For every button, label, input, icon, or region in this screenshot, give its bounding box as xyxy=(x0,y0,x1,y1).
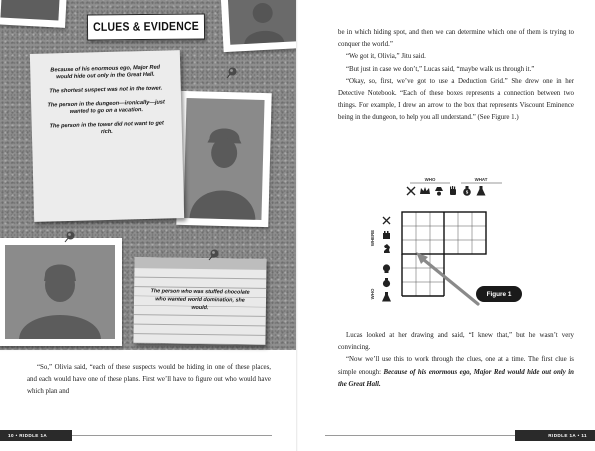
right-body-text-bottom xyxy=(338,330,574,391)
money-bag-icon xyxy=(383,278,390,287)
hand-icon xyxy=(450,186,456,195)
suspect-photo-soldier xyxy=(176,91,271,227)
footer-right xyxy=(515,430,595,441)
suspect-photo-top-left xyxy=(0,0,67,28)
paragraph: “We got it, Olivia,” Jitu said. xyxy=(346,53,426,61)
push-pin-icon xyxy=(62,230,76,244)
footer-left xyxy=(0,430,72,441)
clue-index-card xyxy=(133,257,266,345)
photo-image xyxy=(228,0,298,45)
push-pin-icon xyxy=(206,248,220,262)
paragraph xyxy=(338,354,574,391)
photo-image xyxy=(183,98,264,220)
footer-rule xyxy=(325,435,515,436)
paragraph-text: “Now we’ll use this to work through the clues, one at a time. The first clue is simple enough: xyxy=(338,356,574,376)
paragraph: Lucas looked at her drawing and said, “I knew that,” but he wasn’t very convincing. xyxy=(338,332,574,352)
beaker-icon xyxy=(382,292,391,302)
paragraph: “Okay, so, first, we’ve got to use a Deduction Grid.” She drew one in her Detective Notebook. “Each of these boxes represents a connection between two things. For example, I drew an arrow to the box that represents Viscount Eminence being in the dungeon, to help you all understand.” (See Figure 1.) xyxy=(338,77,574,122)
grid-side-label-where: WHERE xyxy=(370,229,375,247)
tower-icon xyxy=(383,231,390,239)
photo-image xyxy=(0,0,59,21)
card-text: The person who was stuffed chocolate who wanted world domination, she would. xyxy=(150,288,250,311)
grid-side-label-who: WHO xyxy=(370,288,375,300)
crossed-swords-icon xyxy=(383,217,390,224)
clues-evidence-banner xyxy=(87,13,205,40)
svg-text:$: $ xyxy=(465,189,469,195)
suspect-photo-top-right xyxy=(220,0,298,52)
skull-icon xyxy=(383,264,390,273)
clue-note xyxy=(30,50,184,222)
footer-page-label: 10 • RIDDLE 1A xyxy=(8,433,48,438)
clue-text: The shortest suspect was not in the tower. xyxy=(49,85,163,95)
push-pin-icon xyxy=(224,66,238,80)
grid-top-label-what: WHAT xyxy=(474,177,488,182)
paragraph: be in which hiding spot, and then we can determine which one of them is trying to conquer the world.” xyxy=(338,29,574,49)
clue-emphasis: Because of his enormous ego, Major Red would hide out only in the Great Hall. xyxy=(338,368,574,388)
clue-text: The person in the tower did not want to get rich. xyxy=(49,120,164,136)
left-body-text xyxy=(27,362,271,399)
suspect-photo-bottom-left xyxy=(0,238,122,346)
grid-top-label-who: WHO xyxy=(424,177,436,182)
card-header-band xyxy=(134,257,266,270)
beaker-icon xyxy=(477,186,486,196)
paragraph: “But just in case we don’t,” Lucas said, “maybe walk us through it.” xyxy=(346,65,535,73)
suspect-silhouette xyxy=(183,98,264,220)
suspect-silhouette xyxy=(5,245,115,339)
photo-image xyxy=(5,245,115,339)
spy-icon xyxy=(435,187,443,196)
clue-text: The person in the dungeon—ironically—just wanted to go on a vacation. xyxy=(47,99,165,115)
banner-title: CLUES & EVIDENCE xyxy=(92,19,199,35)
money-bag-icon xyxy=(463,186,471,196)
right-body-text-top xyxy=(338,27,574,125)
figure-label-text: Figure 1 xyxy=(486,290,512,298)
suspect-silhouette xyxy=(228,0,298,45)
crown-icon xyxy=(420,187,430,194)
footer-page-label: RIDDLE 1A • 11 xyxy=(548,433,587,438)
chess-knight-icon xyxy=(384,244,390,253)
figure-label xyxy=(476,286,522,302)
clue-text: Because of his enormous ego, Major Red would hide out only in the Great Hall. xyxy=(50,64,161,81)
footer-rule xyxy=(72,435,272,436)
right-page xyxy=(298,0,595,451)
crossed-swords-icon xyxy=(407,187,415,195)
paragraph: “So,” Olivia said, “each of these suspects would be hiding in one of these places, and each would have one of these plans. First we’ll have to figure out who would have which plan and xyxy=(27,364,271,396)
